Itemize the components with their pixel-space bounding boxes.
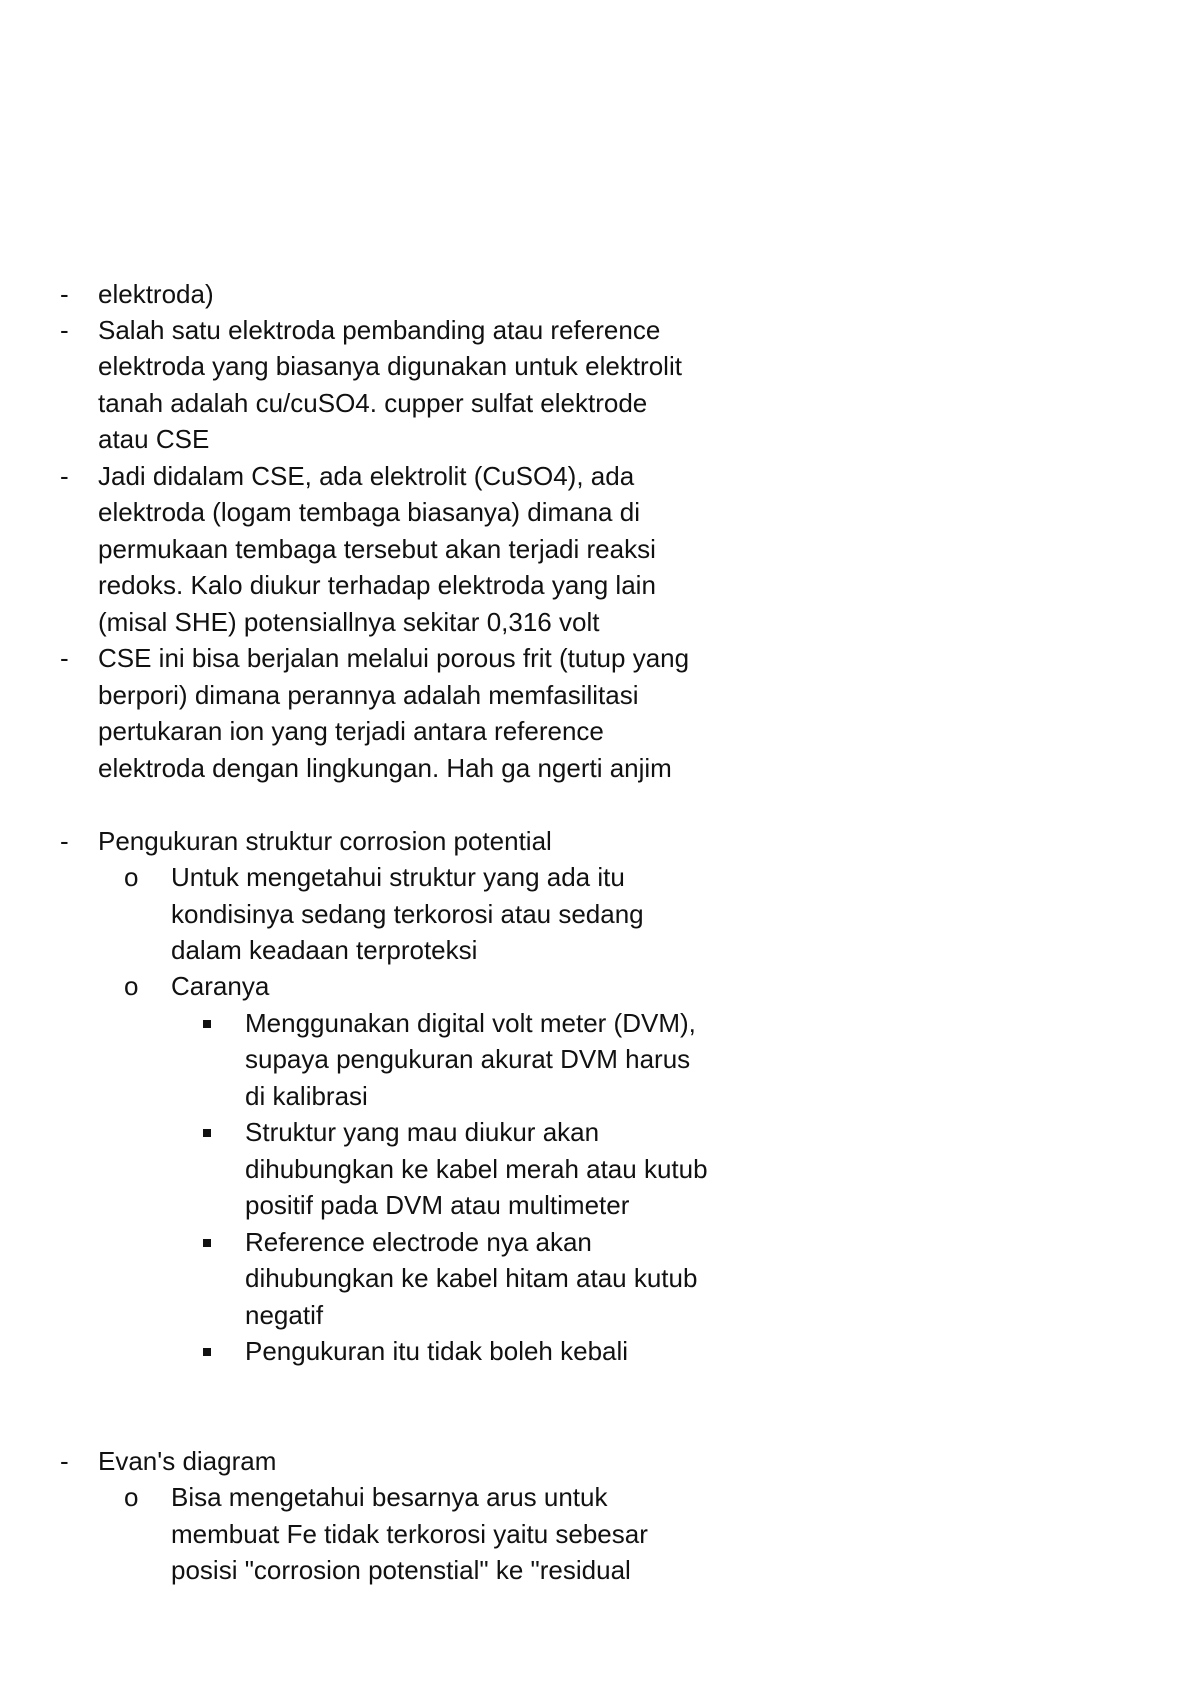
text-line: negatif <box>245 1300 324 1330</box>
dash-bullet: - <box>60 826 69 856</box>
dash-bullet: - <box>60 279 69 309</box>
square-bullet <box>203 1020 211 1028</box>
square-bullet <box>203 1348 211 1356</box>
text-line: supaya pengukuran akurat DVM harus <box>245 1044 691 1074</box>
text-line: Menggunakan digital volt meter (DVM), <box>245 1008 696 1038</box>
text-line: dalam keadaan terproteksi <box>171 935 478 965</box>
text-line: pertukaran ion yang terjadi antara reference <box>98 716 604 746</box>
text-line: Salah satu elektroda pembanding atau reference <box>98 315 661 345</box>
circle-bullet: o <box>124 971 139 1001</box>
text-line: di kalibrasi <box>245 1081 368 1111</box>
text-line: positif pada DVM atau multimeter <box>245 1190 630 1220</box>
text-line: Untuk mengetahui struktur yang ada itu <box>171 862 625 892</box>
text-line: Jadi didalam CSE, ada elektrolit (CuSO4), ada <box>98 461 635 491</box>
text-line: (misal SHE) potensiallnya sekitar 0,316 volt <box>98 607 600 637</box>
square-bullet <box>203 1129 211 1137</box>
text-line: Bisa mengetahui besarnya arus untuk <box>171 1482 608 1512</box>
circle-bullet: o <box>124 1482 139 1512</box>
text-line: dihubungkan ke kabel merah atau kutub <box>245 1154 708 1184</box>
text-line: elektroda (logam tembaga biasanya) dimana di <box>98 497 640 527</box>
text-line: atau CSE <box>98 424 210 454</box>
text-line: dihubungkan ke kabel hitam atau kutub <box>245 1263 698 1293</box>
text-line: kondisinya sedang terkorosi atau sedang <box>171 899 644 929</box>
text-line: Pengukuran struktur corrosion potential <box>98 826 552 856</box>
text-line: Struktur yang mau diukur akan <box>245 1117 600 1147</box>
text-line: berpori) dimana perannya adalah memfasilitasi <box>98 680 639 710</box>
text-line: Pengukuran itu tidak boleh kebali <box>245 1336 629 1366</box>
dash-bullet: - <box>60 643 69 673</box>
circle-bullet: o <box>124 862 139 892</box>
text-line: elektroda yang biasanya digunakan untuk elektrolit <box>98 351 682 381</box>
text-line: elektroda) <box>98 279 214 309</box>
text-line: elektroda dengan lingkungan. Hah ga ngerti anjim <box>98 753 672 783</box>
dash-bullet: - <box>60 461 69 491</box>
text-line: Evan's diagram <box>98 1446 277 1476</box>
dash-bullet: - <box>60 1446 69 1476</box>
text-line: permukaan tembaga tersebut akan terjadi reaksi <box>98 534 656 564</box>
text-line: CSE ini bisa berjalan melalui porous frit (tutup yang <box>98 643 690 673</box>
text-line: Reference electrode nya akan <box>245 1227 592 1257</box>
dash-bullet: - <box>60 315 69 345</box>
text-line: posisi "corrosion potenstial" ke "residual <box>171 1555 631 1585</box>
text-line: membuat Fe tidak terkorosi yaitu sebesar <box>171 1519 648 1549</box>
text-line: redoks. Kalo diukur terhadap elektroda yang lain <box>98 570 656 600</box>
text-line: tanah adalah cu/cuSO4. cupper sulfat elektrode <box>98 388 648 418</box>
text-line: Caranya <box>171 971 270 1001</box>
square-bullet <box>203 1239 211 1247</box>
